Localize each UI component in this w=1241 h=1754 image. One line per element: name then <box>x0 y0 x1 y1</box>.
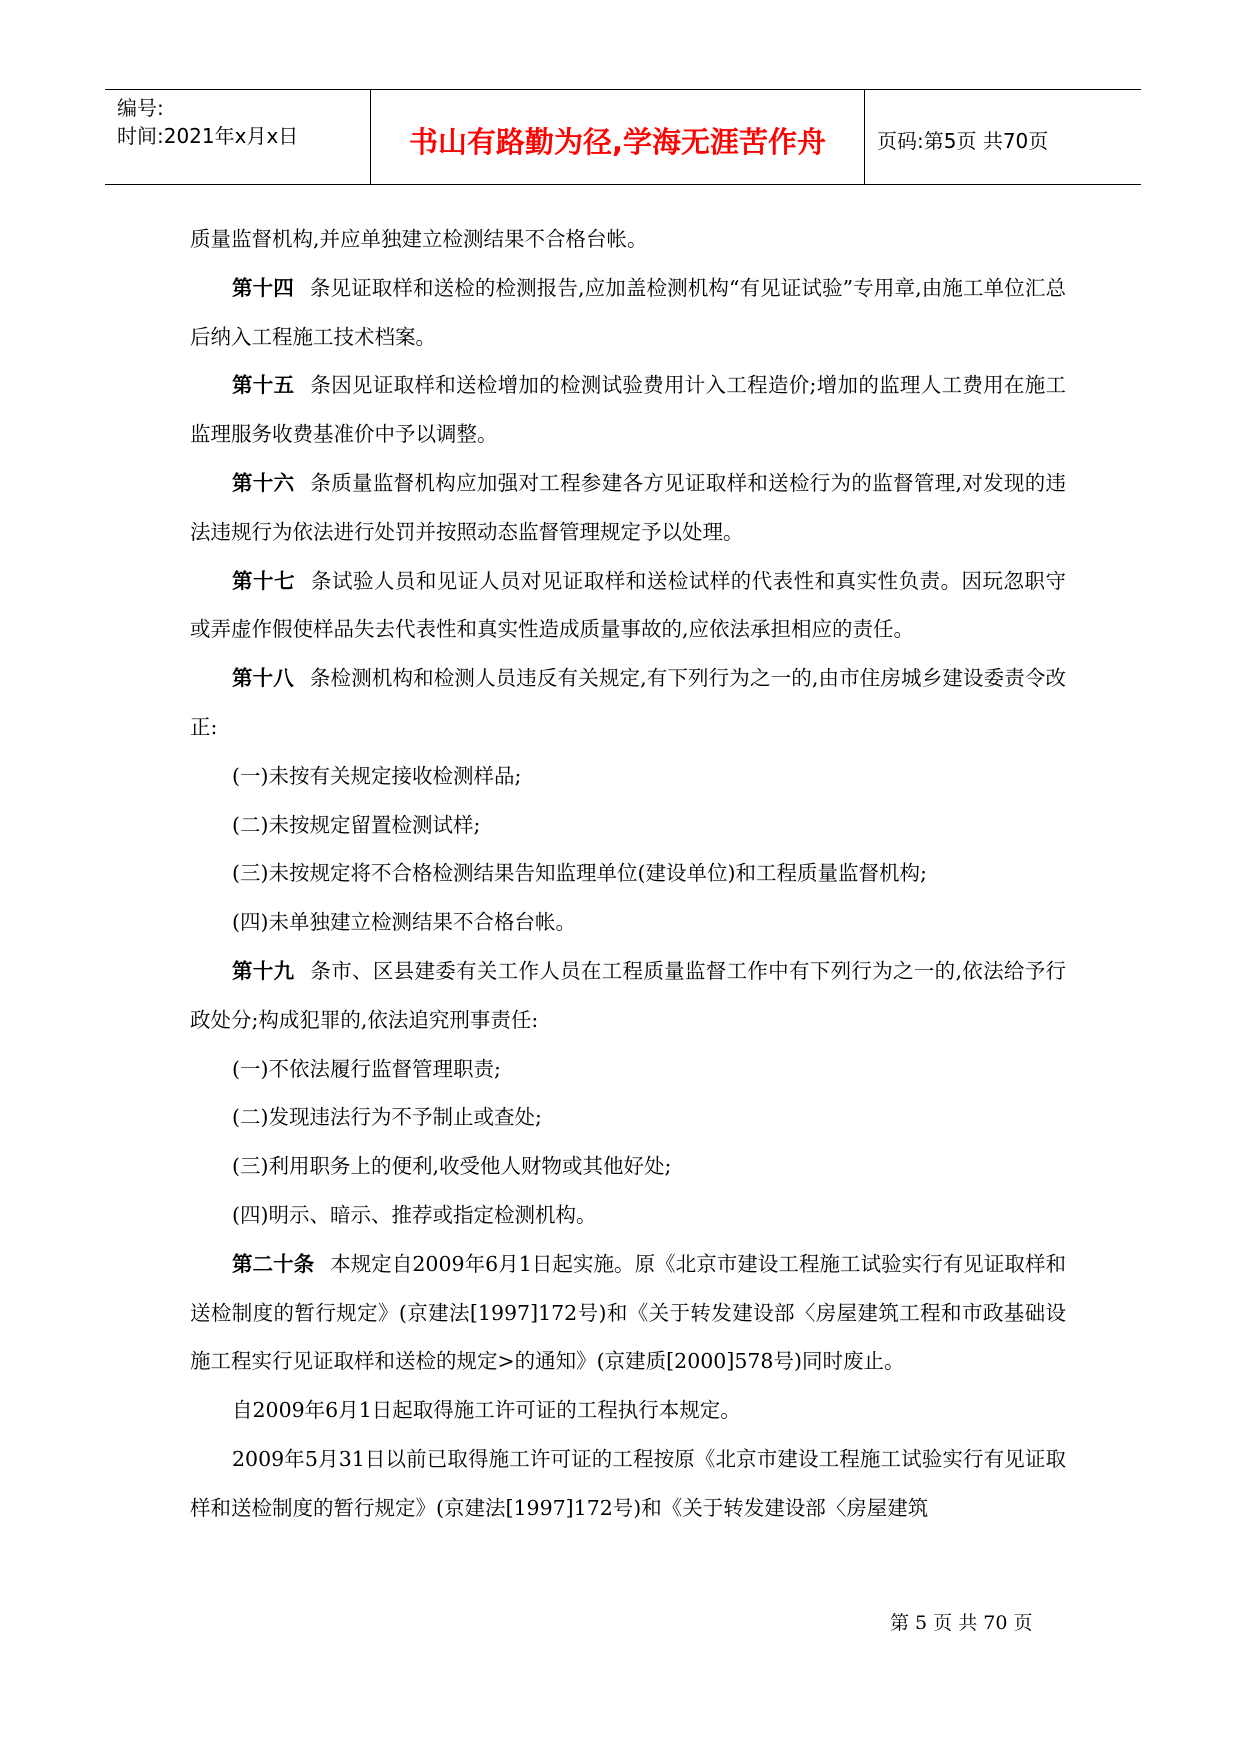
page-footer: 第 5 页 共 70 页 <box>890 1612 1033 1634</box>
paragraph-text: 条检测机构和检测人员违反有关规定,有下列行为之一的,由市住房城乡建设委责令改正: <box>190 666 1067 739</box>
paragraph <box>190 849 1066 898</box>
document-time-label: 时间:2021年x月x日 <box>117 124 299 148</box>
paragraph <box>190 752 1066 801</box>
paragraph <box>190 801 1066 850</box>
header-page-info: 页码:第5页 共70页 <box>877 129 1049 153</box>
article-number: 第十五 <box>232 373 295 398</box>
paragraph-text: (三)未按规定将不合格检测结果告知监理单位(建设单位)和工程质量监督机构; <box>232 861 927 886</box>
paragraph-text: (四)明示、暗示、推荐或指定检测机构。 <box>232 1202 597 1227</box>
paragraph-text: (二)发现违法行为不予制止或查处; <box>232 1105 542 1130</box>
paragraph <box>190 264 1066 362</box>
document-number-label: 编号: <box>117 96 164 120</box>
paragraph <box>190 1045 1066 1094</box>
document-header <box>105 89 1141 185</box>
header-motto-cell <box>371 90 865 184</box>
paragraph-text: 条质量监督机构应加强对工程参建各方见证取样和送检行为的监督管理,对发现的违法违规行为依法进行处罚并按照动态监督管理规定予以处理。 <box>190 470 1066 544</box>
paragraph <box>190 654 1066 752</box>
paragraph <box>190 1240 1066 1386</box>
header-meta-cell <box>105 90 371 184</box>
paragraph <box>190 947 1066 1045</box>
article-number: 第十四 <box>232 275 294 300</box>
article-number: 第十八 <box>232 666 294 691</box>
paragraph-text: 条因见证取样和送检增加的检测试验费用计入工程造价;增加的监理人工费用在施工监理服务收费基准价中予以调整。 <box>190 373 1067 447</box>
article-number: 第十七 <box>232 568 295 593</box>
paragraph-text: (四)未单独建立检测结果不合格台帐。 <box>232 910 576 935</box>
paragraph <box>190 557 1066 655</box>
paragraph-text: 2009年5月31日以前已取得施工许可证的工程按原《北京市建设工程施工试验实行有见证取样和送检制度的暂行规定》(京建法[1997]172号)和《关于转发建设部〈房屋建筑 <box>190 1446 1066 1520</box>
article-number: 第二十条 <box>232 1251 315 1276</box>
paragraph-text: (三)利用职务上的便利,收受他人财物或其他好处; <box>232 1154 672 1179</box>
article-number: 第十九 <box>232 958 295 983</box>
paragraph-text: (一)不依法履行监督管理职责; <box>232 1056 501 1081</box>
paragraph-text: (一)未按有关规定接收检测样品; <box>232 763 522 788</box>
document-body <box>190 215 1066 1533</box>
paragraph-text: 本规定自2009年6月1日起实施。原《北京市建设工程施工试验实行有见证取样和送检制度的暂行规定》(京建法[1997]172号)和《关于转发建设部〈房屋建筑工程和市政基础设施工程实行见证取样和送检的规定>的通知》(京建质[2000]578号)同时废止。 <box>190 1251 1066 1374</box>
paragraph-text: 条见证取样和送检的检测报告,应加盖检测机构“有见证试验”专用章,由施工单位汇总后纳入工程施工技术档案。 <box>190 275 1067 349</box>
paragraph-text: 条市、区县建委有关工作人员在工程质量监督工作中有下列行为之一的,依法给予行政处分;构成犯罪的,依法追究刑事责任: <box>190 958 1066 1032</box>
article-number: 第十六 <box>232 470 295 495</box>
paragraph <box>190 1142 1066 1191</box>
paragraph <box>190 898 1066 947</box>
paragraph <box>190 459 1066 557</box>
paragraph <box>190 215 1066 264</box>
header-page-cell <box>865 90 1141 184</box>
paragraph <box>190 1191 1066 1240</box>
paragraph-text: 质量监督机构,并应单独建立检测结果不合格台帐。 <box>190 227 648 251</box>
paragraph-text: 自2009年6月1日起取得施工许可证的工程执行本规定。 <box>232 1398 741 1423</box>
paragraph-text: 条试验人员和见证人员对见证取样和送检试样的代表性和真实性负责。因玩忽职守或弄虚作假使样品失去代表性和真实性造成质量事故的,应依法承担相应的责任。 <box>190 568 1067 642</box>
paragraph <box>190 1386 1066 1435</box>
paragraph <box>190 1435 1066 1533</box>
paragraph <box>190 361 1066 459</box>
paragraph <box>190 1093 1066 1142</box>
header-motto: 书山有路勤为径,学海无涯苦作舟 <box>408 125 827 159</box>
paragraph-text: (二)未按规定留置检测试样; <box>232 812 481 837</box>
